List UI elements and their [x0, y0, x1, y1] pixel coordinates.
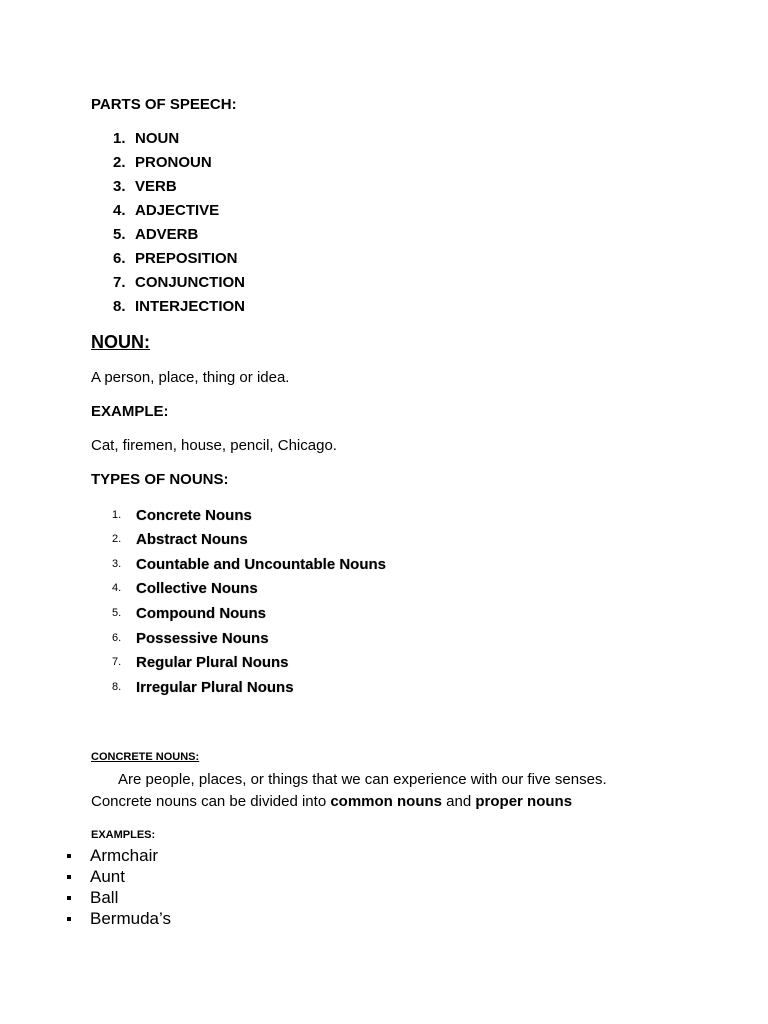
list-item: Bermuda’s: [90, 909, 171, 929]
list-item: 4. Collective Nouns: [112, 580, 258, 597]
bullet-icon: [67, 896, 71, 900]
concrete-division-line: Concrete nouns can be divided into common nouns and proper nouns: [91, 793, 573, 810]
list-item: 4. ADJECTIVE: [113, 202, 220, 219]
bullet-icon: [67, 854, 71, 858]
types-of-nouns-label: TYPES OF NOUNS:: [91, 471, 229, 488]
proper-nouns-term: proper nouns: [475, 793, 573, 810]
list-item: 3. VERB: [113, 178, 177, 195]
bullet-icon: [67, 875, 71, 879]
list-item: 8. Irregular Plural Nouns: [112, 679, 294, 696]
list-item: 1. Concrete Nouns: [112, 507, 252, 524]
list-item: 7. CONJUNCTION: [113, 274, 246, 291]
list-item: 8. INTERJECTION: [113, 298, 246, 315]
noun-definition: A person, place, thing or idea.: [91, 369, 290, 386]
list-item: Armchair: [90, 846, 158, 866]
bullet-icon: [67, 917, 71, 921]
examples-label: EXAMPLES:: [91, 829, 156, 841]
example-label: EXAMPLE:: [91, 403, 169, 420]
list-item: 2. Abstract Nouns: [112, 531, 248, 548]
list-item: 6. PREPOSITION: [113, 250, 238, 267]
list-item: 5. Compound Nouns: [112, 605, 266, 622]
list-item: 7. Regular Plural Nouns: [112, 654, 289, 671]
list-item: Aunt: [90, 867, 125, 887]
list-item: 1. NOUN: [113, 130, 180, 147]
noun-heading: NOUN:: [91, 332, 150, 352]
list-item: 2. PRONOUN: [113, 154, 212, 171]
parts-of-speech-title: PARTS OF SPEECH:: [91, 96, 237, 113]
concrete-definition-line: Are people, places, or things that we can experience with our five senses.: [118, 771, 607, 788]
common-nouns-term: common nouns: [330, 793, 442, 810]
list-item: 6. Possessive Nouns: [112, 630, 269, 647]
example-text: Cat, firemen, house, pencil, Chicago.: [91, 437, 337, 454]
list-item: 3. Countable and Uncountable Nouns: [112, 556, 386, 573]
list-item: 5. ADVERB: [113, 226, 199, 243]
list-item: Ball: [90, 888, 118, 908]
concrete-nouns-heading: CONCRETE NOUNS:: [91, 751, 200, 763]
